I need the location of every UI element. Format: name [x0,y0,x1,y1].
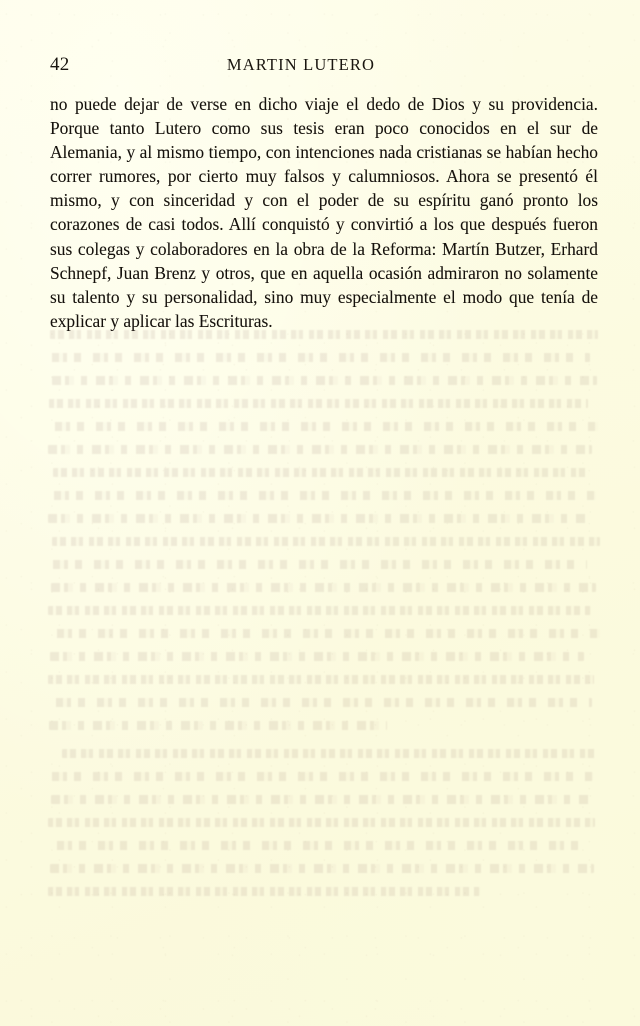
show-through-line [52,537,600,546]
show-through-line [48,887,480,896]
show-through-line [51,422,598,431]
show-through-line [53,841,590,850]
show-through-line [48,818,595,827]
show-through-line [53,468,589,477]
show-through-line [52,698,592,707]
show-through-line [48,606,591,615]
page-number: 42 [50,54,70,75]
show-through-line [52,376,597,385]
show-through-line [48,772,593,781]
show-through-text [48,330,600,915]
show-through-line [51,583,596,592]
running-head-title: MARTIN LUTERO [226,55,376,74]
show-through-line [50,864,594,873]
body-text-block [50,92,598,333]
show-through-line [48,353,590,362]
show-through-line [62,749,596,758]
paragraph: no puede dejar de verse en dicho viaje el dedo de Dios y su providencia. Porque tanto Lutero como sus tesis eran poco conocidos en el sur de Alemania, y al mismo tiempo, con intenciones nada cristianas se habían hecho correr rumores, por cierto muy falsos y calumniosos. Ahora se presentó él mismo, y con sinceridad y con el poder de su espíritu ganó pronto los corazones de casi todos. Allí conquistó y convirtió a los que después fueron sus colegas y colaboradores en la obra de la Reforma: Martín Butzer, Erhard Schnepf, Juan Brenz y otros, que en aquella ocasión admiraron no solamente su talento y su personalidad, sino muy especialmente el modo que tenía de explicar y aplicar las Escrituras. [50,94,598,331]
show-through-line [50,652,584,661]
show-through-line [49,560,587,569]
show-through-line [48,445,592,454]
show-through-line [49,399,588,408]
running-head [50,52,598,78]
show-through-line [48,675,594,684]
show-through-line [53,629,600,638]
show-through-line [49,721,387,730]
show-through-line [48,514,589,523]
show-through-line [51,795,592,804]
show-through-line [50,491,596,500]
